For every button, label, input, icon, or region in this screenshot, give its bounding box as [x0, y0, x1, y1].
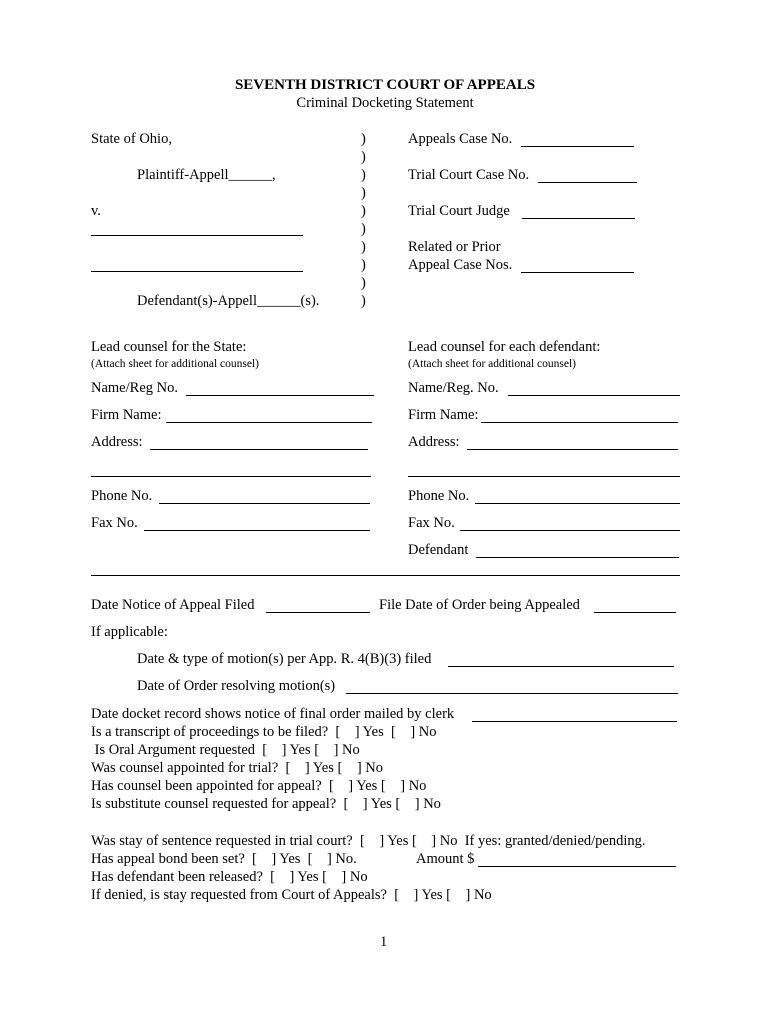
defendant-firm-label: Firm Name:	[408, 407, 479, 423]
caption-paren: )	[361, 275, 366, 291]
section-divider	[91, 575, 680, 576]
defendant-fax-field[interactable]	[460, 530, 680, 531]
order-resolving-field[interactable]	[346, 693, 678, 694]
transcript-question: Is a transcript of proceedings to be filed? [ ] Yes [ ] No	[91, 724, 437, 740]
defendant-firm-field[interactable]	[481, 422, 678, 423]
defendant-name-label: Name/Reg. No.	[408, 380, 499, 396]
notice-filed-field[interactable]	[266, 612, 370, 613]
defendant-phone-field[interactable]	[475, 503, 680, 504]
defendant-field[interactable]	[476, 557, 679, 558]
defendant-label-field: Defendant	[408, 542, 469, 558]
caption-paren: )	[361, 185, 366, 201]
defendant-counsel-name-field[interactable]	[508, 395, 680, 396]
defendant-name-line-2[interactable]	[91, 271, 303, 272]
if-applicable-label: If applicable:	[91, 624, 168, 640]
versus-label: v.	[91, 203, 101, 219]
state-name-field[interactable]	[186, 395, 374, 396]
caption-paren: )	[361, 131, 366, 147]
related-case-field[interactable]	[521, 272, 634, 273]
page-title: SEVENTH DISTRICT COURT OF APPEALS	[234, 77, 536, 93]
notice-filed-label: Date Notice of Appeal Filed	[91, 597, 255, 613]
order-file-date-field[interactable]	[594, 612, 676, 613]
caption-paren: )	[361, 293, 366, 309]
caption-paren: )	[361, 257, 366, 273]
state-fax-label: Fax No.	[91, 515, 138, 531]
appeals-case-no-label: Appeals Case No.	[408, 131, 513, 147]
related-case-label-1: Related or Prior	[408, 239, 501, 255]
state-fax-field[interactable]	[144, 530, 370, 531]
stay-appeal-question: If denied, is stay requested from Court of Appeals? [ ] Yes [ ] No	[91, 887, 492, 903]
defendant-name-line-1[interactable]	[91, 235, 303, 236]
motion-type-label: Date & type of motion(s) per App. R. 4(B)(3) filed	[137, 651, 432, 667]
defendant-counsel-heading: Lead counsel for each defendant:	[408, 339, 601, 355]
state-address-label: Address:	[91, 434, 143, 450]
bond-amount-label: Amount $	[416, 851, 475, 867]
appeal-counsel-question: Has counsel been appointed for appeal? [ ] Yes [ ] No	[91, 778, 427, 794]
defendant-label: Defendant(s)-Appell______(s).	[137, 293, 320, 309]
caption-paren: )	[361, 167, 366, 183]
caption-paren: )	[361, 149, 366, 165]
page-subtitle: Criminal Docketing Statement	[296, 95, 474, 111]
plaintiff-label: Plaintiff-Appell______,	[137, 167, 276, 183]
oral-argument-question: Is Oral Argument requested [ ] Yes [ ] No	[91, 742, 360, 758]
state-phone-label: Phone No.	[91, 488, 153, 504]
state-address-field-2[interactable]	[91, 476, 371, 477]
bond-question: Has appeal bond been set? [ ] Yes [ ] No.	[91, 851, 357, 867]
defendant-address-field-2[interactable]	[408, 476, 680, 477]
state-firm-field[interactable]	[166, 422, 372, 423]
trial-case-no-field[interactable]	[538, 182, 637, 183]
defendant-phone-label: Phone No.	[408, 488, 470, 504]
defendant-counsel-note: (Attach sheet for additional counsel)	[408, 358, 576, 370]
defendant-address-label: Address:	[408, 434, 460, 450]
trial-judge-field[interactable]	[522, 218, 635, 219]
order-resolving-label: Date of Order resolving motion(s)	[137, 678, 336, 694]
related-case-label-2: Appeal Case Nos.	[408, 257, 513, 273]
state-counsel-note: (Attach sheet for additional counsel)	[91, 358, 259, 370]
caption-paren: )	[361, 239, 366, 255]
defendant-fax-label: Fax No.	[408, 515, 455, 531]
caption-paren: )	[361, 221, 366, 237]
stay-question: Was stay of sentence requested in trial court? [ ] Yes [ ] No If yes: granted/denied/pending.	[91, 833, 646, 849]
state-name-label: Name/Reg No.	[91, 380, 178, 396]
docket-mailed-field[interactable]	[472, 721, 677, 722]
state-phone-field[interactable]	[159, 503, 370, 504]
defendant-address-field[interactable]	[467, 449, 678, 450]
substitute-counsel-question: Is substitute counsel requested for appeal? [ ] Yes [ ] No	[91, 796, 441, 812]
released-question: Has defendant been released? [ ] Yes [ ] No	[91, 869, 368, 885]
trial-case-no-label: Trial Court Case No.	[408, 167, 530, 183]
state-counsel-heading: Lead counsel for the State:	[91, 339, 247, 355]
page-number: 1	[380, 934, 388, 950]
appeals-case-no-field[interactable]	[521, 146, 634, 147]
state-address-field[interactable]	[150, 449, 368, 450]
motion-type-field[interactable]	[448, 666, 674, 667]
bond-amount-field[interactable]	[478, 866, 676, 867]
state-party: State of Ohio,	[91, 131, 172, 147]
state-firm-label: Firm Name:	[91, 407, 162, 423]
docket-mailed-label: Date docket record shows notice of final order mailed by clerk	[91, 706, 455, 722]
trial-counsel-question: Was counsel appointed for trial? [ ] Yes [ ] No	[91, 760, 383, 776]
caption-paren: )	[361, 203, 366, 219]
trial-judge-label: Trial Court Judge	[408, 203, 510, 219]
order-file-date-label: File Date of Order being Appealed	[379, 597, 580, 613]
